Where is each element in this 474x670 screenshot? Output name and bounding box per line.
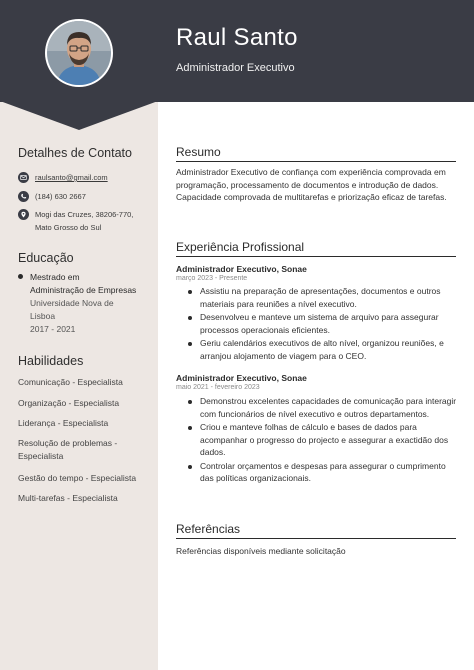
summary-text: Administrador Executivo de confiança com experiência comprovada em programação, processamento de documentos e introdução de dados. Capacidade comprovada de multitarefas e priorização eficaz de tarefas.	[176, 167, 447, 202]
job-bullet: Demonstrou excelentes capacidades de comunicação para interagir com funcionários de nível executivo e outros departamentos.	[188, 395, 458, 420]
phone-icon	[18, 191, 29, 202]
contact-phone: (184) 630 2667	[35, 192, 86, 201]
job-bullet-list	[188, 285, 458, 363]
job-dates: março 2023 - Presente	[176, 275, 248, 282]
contact-address	[35, 208, 133, 234]
job-bullet: Controlar orçamentos e despesas para assegurar o cumprimento das políticas organizacionais.	[188, 460, 458, 485]
candidate-name: Raul Santo	[176, 24, 298, 51]
references-heading: Referências	[176, 522, 456, 539]
contact-address-row	[18, 209, 133, 234]
references-text: Referências disponíveis mediante solicitação	[176, 546, 346, 556]
skill-item: Comunicação - Especialista	[18, 377, 123, 387]
education-entry	[18, 271, 148, 336]
experience-heading: Experiência Profissional	[176, 240, 456, 257]
education-degree-line-1: Mestrado em	[30, 272, 80, 282]
profile-photo	[45, 19, 113, 87]
job-bullet: Geriu calendários executivos de alto nível, organizou reuniões, e arranjou alojamento de viagem para o CEO.	[188, 337, 458, 362]
skill-item: Resolução de problemas -	[18, 438, 118, 448]
job-bullet: Criou e manteve folhas de cálculo e bases de dados para acompanhar o progresso do projecto e assegurar a exactidão dos dados.	[188, 421, 458, 459]
skill-item: Organização - Especialista	[18, 398, 120, 408]
job-dates: maio 2021 - fevereiro 2023	[176, 384, 260, 391]
education-degree-line-2: Administração de Empresas	[30, 285, 137, 295]
skill-item: Liderança - Especialista	[18, 418, 109, 428]
header-chevron	[0, 101, 158, 131]
job-bullet: Assistiu na preparação de apresentações, documentos e outros materiais para reuniões a nível executivo.	[188, 285, 458, 310]
candidate-title: Administrador Executivo	[176, 62, 295, 74]
contact-email-row[interactable]	[18, 172, 108, 184]
summary-heading: Resumo	[176, 145, 456, 162]
education-school-line-1: Universidade Nova de	[30, 298, 114, 308]
address-line-2: Mato Grosso do Sul	[35, 223, 102, 232]
skills-heading: Habilidades	[18, 354, 84, 368]
contact-heading: Detalhes de Contato	[18, 146, 132, 160]
education-years: 2017 - 2021	[30, 324, 76, 334]
education-bullet	[18, 274, 23, 279]
job-title: Administrador Executivo, Sonae	[176, 373, 307, 383]
contact-email[interactable]: raulsanto@gmail.com	[35, 173, 108, 182]
email-icon	[18, 172, 29, 183]
job-bullet-list	[188, 395, 458, 486]
skill-item: Multi-tarefas - Especialista	[18, 493, 118, 503]
person-portrait-icon	[47, 21, 111, 85]
skill-item-continued: Especialista	[18, 451, 64, 461]
education-heading: Educação	[18, 251, 74, 265]
education-school-line-2: Lisboa	[30, 311, 56, 321]
location-pin-icon	[18, 209, 29, 220]
address-line-1: Mogi das Cruzes, 38206-770,	[35, 210, 134, 219]
skill-item: Gestão do tempo - Especialista	[18, 473, 137, 483]
contact-phone-row	[18, 191, 86, 203]
job-title: Administrador Executivo, Sonae	[176, 264, 307, 274]
job-bullet: Desenvolveu e manteve um sistema de arquivo para assegurar processos operacionais eficientes.	[188, 311, 458, 336]
